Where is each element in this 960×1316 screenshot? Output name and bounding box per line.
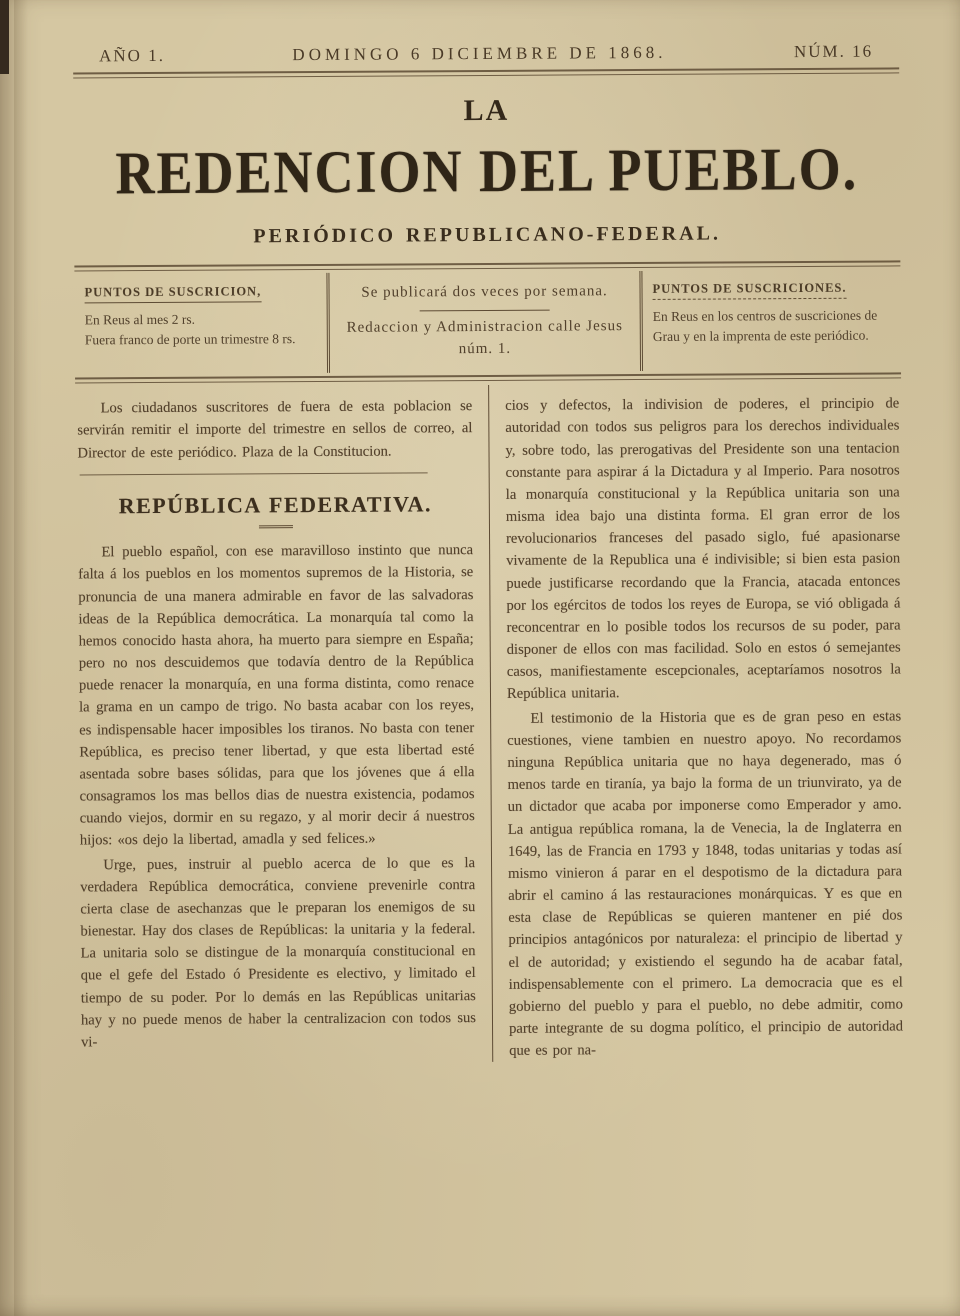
subscription-right-text: En Reus en los centros de suscriciones de Grau y en la imprenta de este periódico.	[652, 307, 878, 344]
year-label: AÑO 1.	[99, 45, 165, 66]
banner-bottom-rule	[75, 373, 901, 384]
article-title-rule	[258, 525, 292, 528]
article-paragraph: El testimonio de la Historia que es de gran peso en estas cuestiones, viene tambien en nuestro apoyo. No recordamos ninguna República unitaria que no haya degenerado, mas ó menos tarde en tiranía, ya bajo la forma de un triunvirato, ya de un dictador que acaba por imponerse como Emperador y amo. La antigua república romana, la de Venecia, la de Inglaterra en 1649, las de Francia en 1793 y 1848, todas unitarias y todas así mismo vinieron á parar en el despotismo de la dictadura para abrir el camino á las restauraciones monárquicas. Y es que en esta clase de Repúblicas se quieren mantener en pié dos principios antagónicos por naturaleza: el principio de libertad y el de autoridad; y existiendo el segundo ha de acabar fatal, indispensablemente con el primero. La democracia que es el gobierno del pueblo y para el pueblo, no debe admitir, como parte integrante de su dogma político, el principio de autoridad que es por na-	[507, 708, 904, 1060]
right-column	[488, 383, 905, 1063]
masthead-article-word: LA	[463, 93, 510, 128]
masthead	[73, 91, 900, 249]
publication-frequency: Se publicará dos veces por semana.	[361, 283, 608, 301]
article-paragraph: cios y defectos, la indivision de poderes, el principio de autoridad con todos sus peligros para los derechos individuales y, sobre todo, las prerogativas del Presidente son una tentacion constante para aspirar á la Dictadura y al Imperio. Para nosotros la monarquía constitucional y la República unitaria son una misma idea bajo una distinta forma. El gran error de los revolucionarios franceses del pasado siglo, fué apasionarse vivamente de la Republica una é indivisible; si bien esta pasion puede justificarse recordando que la Francia, atacada entonces por los egércitos de todos los reyes de Europa, se vió obligada á reconcentrar en lo posible todos los recursos de su poder, para disponer de ellos con mas facilidad. Solo en estos ó semejantes casos, manifiestamente escepcionales, aceptaríamos nosotros la República unitaria.	[505, 395, 901, 703]
article-paragraph: El pueblo español, con ese maravilloso instinto que nunca falta á los pueblos en los momentos supremos de la Historia, se pronuncia de una manera admirable en favor de las salvadoras ideas de la República democrática. La monarquía tal como la hemos conocido hasta ahora, ha muerto para siempre en España; pero no nos descuidemos que todavía dentro de la República puede renacer la monarquía, en una forma distinta, como renace la grama en un campo de trigo. No basta acabar con los reyes, es indispensable hacer imposibles los tiranos. No basta con tener República, es preciso tener libertad, y que esta libertad esté asentada sobre bases sólidas, para que los jóvenes que á ella consagramos los mas bellos dias de nuestra existencia, podamos cuando viejos, dormir en su regazo, y al morir decir á nuestros hijos: «os dejo la libertad, amadla y sed felices.»	[78, 542, 475, 849]
subscription-banner	[74, 260, 901, 383]
newspaper-title: REDENCION DEL PUEBLO.	[115, 135, 859, 207]
subscription-box-right	[642, 269, 901, 371]
subscription-left-line2: Fuera franco de porte un trimestre 8 rs.	[84, 330, 296, 348]
subscription-box-left	[74, 273, 327, 375]
issue-number: NÚM. 16	[793, 41, 874, 62]
notice-rule	[80, 472, 428, 475]
subscription-left-line1: En Reus al mes 2 rs.	[84, 311, 195, 328]
issue-date: DOMINGO 6 DICIEMBRE DE 1868.	[292, 42, 667, 65]
publication-box-rule	[420, 309, 550, 311]
left-column	[75, 385, 492, 1065]
subscription-right-heading: PUNTOS DE SUSCRICIONES.	[652, 279, 846, 300]
subscription-left-heading: PUNTOS DE SUSCRICION,	[84, 282, 261, 303]
publication-address: Redaccion y Administracion calle Jesus núm. 1.	[346, 317, 623, 357]
subscriber-notice: Los ciudadanos suscritores de fuera de esta poblacion se servirán remitir el importe del trimestre en sellos de correo, al Director de este periódico. Plaza de la Constitucion.	[77, 398, 473, 462]
publication-info-box	[326, 271, 643, 373]
article-paragraph: Urge, pues, instruir al pueblo acerca de lo que es la verdadera República democrática, conviene prevenirle contra cierta clase de asechanzas que le preparan los enemigos de su bienestar. Hay dos clases de Repúblicas: la unitaria y la federal. La unitaria solo se distingue de la monarquía constitucional en que el gefe del Estado ó Presidente es electivo, y limitado el tiempo de su poder. Por lo demás en las Repúblicas unitarias hay y no puede menos de haber la centralizacion con todos sus vi-	[80, 854, 477, 1051]
article-columns	[75, 383, 905, 1065]
article-title: REPÚBLICA FEDERATIVA.	[118, 491, 433, 518]
newspaper-subtitle: PERIÓDICO REPUBLICANO-FEDERAL.	[253, 222, 722, 248]
subscription-row	[74, 269, 901, 374]
